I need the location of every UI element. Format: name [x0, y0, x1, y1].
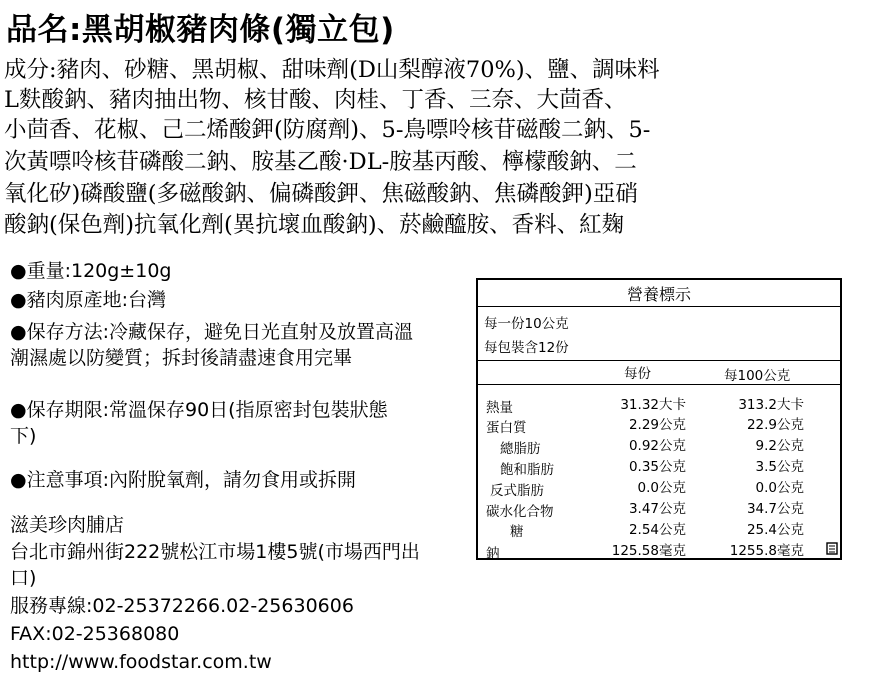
col-header-per-serving: 每份	[624, 366, 651, 382]
per-serving-value: 3.47公克	[628, 501, 686, 517]
per-100g-value: 313.2大卡	[738, 397, 804, 413]
ingredients-line: 次黃嘌呤核苷磷酸二鈉、胺基乙酸·DL-胺基丙酸、檸檬酸鈉、二	[4, 149, 637, 175]
per-serving-value: 0.0公克	[637, 480, 686, 496]
nutrient-label: 熱量	[486, 400, 513, 416]
document-icon	[826, 542, 839, 555]
storage-period-line: ●保存期限:常溫保存90日(指原密封包裝狀態	[10, 399, 388, 421]
nutrient-label: 反式脂肪	[490, 483, 544, 499]
shop-phone: 服務專線:02-25372266.02-25630606	[10, 595, 354, 617]
shop-address-line: 口)	[10, 567, 37, 589]
shop-fax: FAX:02-25368080	[10, 623, 180, 645]
ingredients-line: L麩酸鈉、豬肉抽出物、核甘酸、肉桂、丁香、三奈、大茴香、	[4, 87, 627, 113]
per-serving-value: 0.35公克	[628, 459, 686, 475]
divider	[478, 360, 840, 361]
nutrition-facts-table	[476, 278, 842, 560]
per-100g-value: 3.5公克	[755, 459, 804, 475]
storage-method-line: 潮濕處以防變質；拆封後請盡速食用完畢	[10, 347, 353, 369]
per-100g-value: 22.9公克	[746, 417, 804, 433]
notice-info: ●注意事項:內附脫氧劑，請勿食用或拆開	[10, 469, 356, 491]
shop-address-line: 台北市錦州街222號松江市場1樓5號(市場西門出	[10, 541, 420, 563]
storage-period-line: 下)	[10, 425, 37, 447]
ingredients-line: 氧化矽)磷酸鹽(多磁酸鈉、偏磷酸鉀、焦磁酸鈉、焦磷酸鉀)亞硝	[4, 181, 638, 207]
per-serving-value: 31.32大卡	[620, 397, 686, 413]
shop-url[interactable]: http://www.foodstar.com.tw	[10, 651, 272, 673]
nutrient-label: 總脂肪	[500, 441, 541, 457]
shop-name: 滋美珍肉脯店	[10, 514, 125, 536]
nutrient-label: 糖	[510, 524, 524, 540]
storage-method-line: ●保存方法:冷藏保存，避免日光直射及放置高溫	[10, 321, 413, 343]
per-100g-value: 0.0公克	[755, 480, 804, 496]
divider	[478, 384, 840, 385]
per-serving-value: 2.29公克	[628, 417, 686, 433]
servings-per-pack: 每包裝含12份	[484, 340, 569, 356]
ingredients-line: 小茴香、花椒、己二烯酸鉀(防腐劑)、5-鳥嘌呤核苷磁酸二鈉、5-	[4, 117, 651, 143]
nutrient-label: 鈉	[486, 546, 500, 562]
nutrition-title: 營養標示	[626, 285, 691, 304]
per-serving-value: 2.54公克	[628, 522, 686, 538]
serving-size: 每一份10公克	[484, 316, 569, 332]
per-serving-value: 0.92公克	[628, 438, 686, 454]
nutrient-label: 碳水化合物	[486, 504, 554, 520]
col-header-per-100g: 每100公克	[724, 368, 791, 384]
per-100g-value: 1255.8毫克	[729, 543, 804, 559]
per-100g-value: 34.7公克	[746, 501, 804, 517]
per-serving-value: 125.58毫克	[611, 543, 686, 559]
nutrient-label: 蛋白質	[486, 420, 527, 436]
nutrient-label: 飽和脂肪	[500, 462, 554, 478]
divider	[478, 306, 840, 307]
ingredients-line: 酸鈉(保色劑)抗氧化劑(異抗壞血酸鈉)、菸鹼醯胺、香料、紅麹	[4, 212, 625, 238]
origin-info: ●豬肉原產地:台灣	[10, 289, 166, 311]
per-100g-value: 9.2公克	[755, 438, 804, 454]
per-100g-value: 25.4公克	[746, 522, 804, 538]
product-title: 品名:黑胡椒豬肉條(獨立包)	[6, 12, 395, 48]
weight-info: ●重量:120g±10g	[10, 260, 172, 282]
ingredients-line: 成分:豬肉、砂糖、黑胡椒、甜味劑(D山梨醇液70%)、鹽、調味料	[4, 57, 660, 83]
